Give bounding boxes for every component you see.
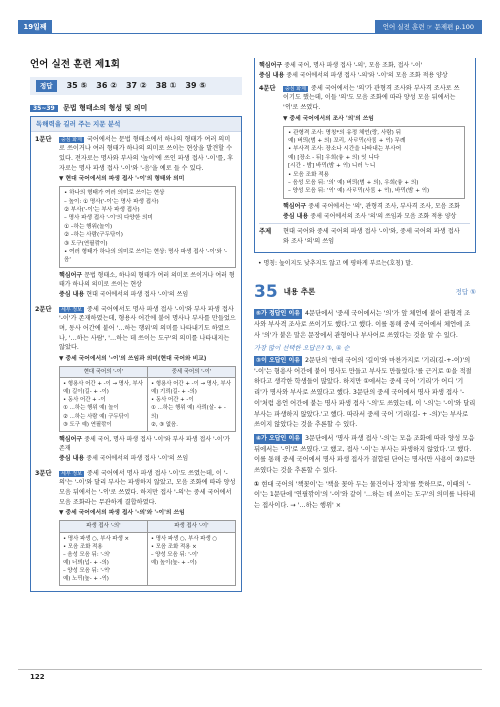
- list-line: ③ 도구 예) 연필깎이: [63, 421, 112, 428]
- common-wrong-answers: 가장 많이 선택한 오답은? ③, ④ 순: [254, 345, 350, 353]
- list-line: • 형용사 어간 + -이 → 명사, 부사 예) 기릐(길- + -의): [151, 381, 231, 396]
- answer-number: 35: [66, 80, 81, 90]
- main-idea: 중심 내용 중세 국어에서의 조사 '의'의 쓰임과 모음 조화 적용 양상: [283, 212, 457, 220]
- list-line: 예) 노ᄑᆡ(높- + -ᄋᆡ): [63, 576, 109, 583]
- table-header: 파생 접사 '-이': [147, 521, 235, 532]
- explanation-wrong-4: ④가 오답인 이유 3문단에서 '명사 파생 접사 '-의'는 모음 조화에 따라 양성 모음 뒤에서는 '-ᄋᆡ'로 쓰였다.'고 했고, 접사 '-이'는 부사는 파생하지 않았다.'고 했다. 이를 통해 중세 국어에서 명사 파생 접사가 결합된 단어는 명사(만 사용이 ②)로만 쓰였다는 것을 추론할 수 있다.: [254, 434, 476, 475]
- summary-heading: ▼ 중세 국어에서의 '-이'의 쓰임과 의미(현대 국어와 비교): [59, 355, 207, 362]
- paragraph-label: 1문단: [35, 135, 52, 143]
- explanation-wrong-3: ③이 오답인 이유 2문단의 '현대 국어의 '길이'와 마찬가지로 '기리(길-+-이)'의 '-이'는 형용사 어간에 붙어 명사도 만들고 부사도 만들었다.'를 근거로 ①을 적절하다고 생각한 학생들이 많았다. 하지만 ①에서는 중세 국어 '기리'가 어디 '기리'가 명사와 부사로 쓰였다고 했다. 3문단의 중세 국어에서 명사 파생 접사 '-이'처럼 용언 어간에 붙는 명사 파생 접사 '-의'도 쓰였는데, 이 '-의'는 '-이'와 달리 부사는 파생하지 않았다.'고 했다. 따라서 중세 국어 '기리(길- + -의)'는 부사로 쓰이지 않았다는 것을 추론할 수 있다.: [254, 356, 476, 429]
- comparison-table: [59, 366, 236, 432]
- list-line: • 모음 조화 적용 ×: [150, 543, 197, 550]
- paragraph-4: [259, 81, 470, 224]
- explanation-choice-1: ① 현대 국어의 '책꽂이'는 '책을 꽂아 두는 물건이나 장치'를 뜻하므로, 이때의 '-이'는 1문단에 '연필깎이'의 '-이'와 같이 '…하는 데 쓰이는 도구'의 의미를 나타내는 접사이다. → '…하는 행위' ×: [254, 480, 476, 510]
- paragraph-text: 중세 국어에서도 명사 파생 접사 '-이'와 부사 파생 접사 '-이'가 존재하였는데, 형용사 어간에 붙어 명사나 부사를 만들었으며, 동사 어간에 붙어 '…하는 행위'의 의미를 나타내기도 하였으나, '…하는 사람', '…하는 데 쓰이는 도구'의 의미를 나타내지는 않았다.: [59, 305, 236, 352]
- answer-number: 36: [96, 80, 111, 90]
- paragraph-text: 중세 국어에서 명사 파생 접사 '-이'도 쓰였는데, 이 '-의'는 '-이'와 달리 부사는 파생하지 않았고, 모음 조화에 따라 양성 모음 뒤에서는 '-ᄋᆡ'로 쓰였다. 하지만 접사 '-의'는 중세 국어에서 모음 조화라는 무관하게 결합하였다.: [59, 469, 236, 506]
- paragraph-tag: 중심 화제: [285, 85, 306, 92]
- page-title: 언어 실전 훈련 제1회: [30, 59, 120, 70]
- theme-label: 주제: [259, 228, 272, 236]
- list-line: • 형용사 어간 + -이 → 명사, 부사 예) 길이(길- + -이): [63, 381, 143, 396]
- list-line: • 명사 파생 ○, 부사 파생 ×: [63, 535, 130, 542]
- list-line: – 양성 모음 뒤: '-ᄋᆡ': [63, 568, 111, 575]
- comparison-table: [59, 520, 236, 586]
- answer-choice: ⑤: [80, 80, 88, 90]
- list-line: – 음성 모음 뒤: '-의': [63, 551, 111, 558]
- summary-heading: ▼ 현대 국어에서의 파생 접사 '-이'의 형태와 의미: [59, 176, 185, 183]
- answer-number: 39: [185, 80, 200, 90]
- question-type: 내용 추론: [283, 287, 316, 297]
- answer-choice: ①: [169, 80, 177, 90]
- paragraph-text: 중세 국어에서는 '의'가 관형격 조사와 부사격 조사로 쓰이기도 했는데, 이들 '의'도 모음 조화에 따라 양성 모음 뒤에서는 'ᄋᆡ'로 쓰였다.: [283, 84, 460, 111]
- page-number: 122: [30, 673, 45, 681]
- question-topic: 문법 형태소의 형성 및 의미: [63, 103, 148, 112]
- answer-choice: ⑤: [199, 80, 207, 90]
- question-range: 35~39: [30, 105, 58, 112]
- list-line: • 하나의 형태가 여러 의미로 쓰이는 현상: [64, 190, 165, 197]
- list-line: • 여러 형태가 하나의 의미로 쓰이는 현상: 명사 파생 접사 '-이'와 '-음': [64, 248, 228, 264]
- question-35-header: [254, 279, 476, 305]
- list-line: • 동사 어간 + -이: [63, 397, 106, 404]
- list-line: 예) 버믜(범 + 의) 꼬리, 사ᄅᆞᄆᆡ(사ᄅᆞᆷ + ᄋᆡ) 무례: [288, 137, 406, 144]
- list-line: ②, ③ 없음.: [151, 421, 178, 428]
- passage-analysis-continued: [254, 58, 476, 253]
- paragraph-3: [31, 466, 241, 592]
- paragraph-label: 4문단: [259, 84, 276, 92]
- passage-analysis: [30, 116, 242, 593]
- list-line: ③ 도구(연필깎이): [64, 240, 108, 247]
- section-label: 언어 실전 훈련 ☞ 문제편 p.100: [375, 20, 482, 34]
- summary-box: [59, 186, 236, 268]
- main-idea: 중심 내용 중세 국어에서의 파생 접사 '-이'의 쓰임: [59, 455, 189, 463]
- paragraph-tag: 세부 정보: [61, 306, 82, 313]
- answer-item: [67, 81, 88, 90]
- answer-number: 38: [155, 80, 170, 90]
- main-idea: 중심 내용 현대 국어에서의 파생 접사 '-이'의 쓰임: [59, 291, 189, 299]
- paragraph-1: [31, 132, 241, 302]
- list-line: – 명사 파생 접사 '-이'의 다양한 의미: [64, 215, 153, 222]
- list-line: • 명사 파생 ○, 부사 파생 ○: [150, 535, 218, 542]
- question-number: 35: [254, 281, 278, 302]
- paragraph-label: 2문단: [35, 305, 52, 313]
- answer-item: [96, 81, 117, 90]
- paragraph-label: 3문단: [35, 469, 52, 477]
- list-line: ① –하는 행위(놀이): [64, 223, 113, 230]
- list-line: – 양성 모음 뒤: '-이': [150, 551, 199, 558]
- answer-item: [185, 81, 206, 90]
- key-phrase: 핵심어구 중세 국어, 명사 파생 접사 '-이'와 부사 파생 접사 '-이'가 존재: [59, 435, 231, 453]
- list-line: ① …하는 행위 예) 사릐(살- + -의): [151, 405, 226, 420]
- list-line: – 음성 모음 뒤: '의' 예) 버믜(범 + 의), 우희(웋 + 의): [288, 179, 419, 186]
- list-line: ② 부사('-이'는 부사 파생 접사): [64, 206, 140, 213]
- top-bar: [0, 20, 500, 34]
- answer-item: [126, 81, 147, 90]
- list-line: • 관형격 조사: 명칭*의 유정 체언(랑, 사람) 뒤: [288, 129, 402, 136]
- list-line: 예) 높이(높- + -이): [150, 559, 197, 566]
- summary-heading: ▼ 중세 국어에서의 파생 접사 '-의'와 '-이'의 쓰임: [59, 510, 185, 517]
- table-cell: [60, 532, 148, 586]
- list-line: • 모음 조화 적용: [288, 171, 330, 178]
- table-cell: [148, 378, 236, 432]
- explanation-correct: ⑤가 정답인 이유 4문단에서 '중세 국어에서는 '의'가 앞 체언에 붙어 관형격 조사와 부사격 조사로 쓰이기도 했다.'고 했다. 이를 통해 중세 국어에서 체언에 조사 '의'가 붙은 말은 문장에서 관형어나 부사어로 쓰였다는 것을 알 수 있다.: [254, 310, 471, 339]
- list-line: – 양성 모음 뒤: 'ᄋᆡ' 예) 사ᄅᆞᄆᆡ(사ᄅᆞᆷ + ᄋᆡ), 바ᄆᆡ(밤 + ᄋᆡ): [288, 188, 430, 195]
- paragraph-tag: 중심 화제: [61, 136, 82, 143]
- table-header: 중세 국어의 '-이': [148, 366, 236, 377]
- answer-number: 37: [125, 80, 140, 90]
- answer-box: [30, 77, 242, 95]
- answer-choice: ②: [139, 80, 147, 90]
- table-header: 현대 국어의 '-이': [60, 366, 148, 377]
- footer-rule: [18, 669, 482, 670]
- list-line: – 높이: ① 명사('-이'는 명사 파생 접사): [64, 198, 159, 205]
- answer-label: 정답: [36, 80, 57, 92]
- list-line: ② …하는 사람 예) 구두닦이: [63, 413, 130, 420]
- theme-row: [259, 223, 470, 248]
- theme-text: 현대 국어와 중세 국어의 파생 접사 '-이'와, 중세 국어의 파생 접사와 조사 '의'의 쓰임: [283, 228, 460, 245]
- list-line: • 모음 조화 적용: [63, 543, 103, 550]
- answer-list: [67, 80, 216, 92]
- summary-heading: ▼ 중세 국어에서의 조사 '의'의 쓰임: [283, 115, 374, 122]
- left-column: [30, 58, 242, 592]
- list-line: • 부사격 조사: 장소나 시간을 나타내는 부사어: [288, 146, 402, 153]
- list-line: • 동사 어간 + -이: [151, 397, 194, 404]
- answer-choice: ②: [110, 80, 117, 90]
- summary-box: [283, 126, 465, 199]
- key-phrase: 핵심어구 중세 국어에서는 '의', 관형격 조사, 부사격 조사, 모음 조화: [283, 202, 460, 210]
- list-line: 예) 너븨(넙- + -의): [63, 559, 109, 566]
- right-column: [254, 58, 476, 515]
- day-label: 19일째: [18, 20, 52, 34]
- footnote: • 명칭: 높이지도 낮추지도 않고 예 평하게 부르는(호칭) 말.: [258, 260, 413, 268]
- analysis-title: 독해력을 길러 주는 지문 분석: [31, 117, 241, 132]
- key-phrase: 핵심어구 중세 국어, 명사 파생 접사 '-의', 모음 조화, 접사 '-이': [259, 62, 423, 69]
- correct-answer: 정답 ⑤: [455, 287, 476, 296]
- key-phrase: 핵심어구 문법 형태소, 하나의 형태가 여러 의미로 쓰이거나 여러 형태가 하나의 의미로 쓰이는 현상: [59, 271, 235, 288]
- table-cell: [60, 378, 148, 432]
- paragraph-text: 국어에서는 문법 형태소에서 하나의 형태가 여러 의미로 쓰이거나 여러 형태가 하나의 의미로 쓰이는 현상을 발견할 수 있다. 전자로는 명사와 부사의 '높이'에 쓰인 파생 접사 '-이'를, 후자로는 명사 파생 접사 '-이'와 '-음'을 예로 들 수 있다.: [59, 135, 234, 172]
- question-heading: [30, 103, 242, 114]
- paragraph-tag: 세부 정보: [61, 470, 82, 477]
- answer-item: [156, 81, 177, 90]
- main-idea: 중심 내용 중세 국어에서의 파생 접사 '-의'와 '-이'의 모음 조화 적용 양상: [259, 72, 448, 80]
- list-line: ① …하는 행위 예) 놀이: [63, 405, 119, 412]
- table-cell: [147, 532, 235, 586]
- list-line: 예) [장소 - 뒤] 우희(웋 + 의) 잇 니다: [288, 154, 380, 161]
- list-line: ② –하는 사람(구두닦이): [64, 232, 123, 239]
- paragraph-2: [31, 302, 241, 466]
- list-line: [시간 - 밤] 바ᄆᆡ(밤 + ᄋᆡ) 니러 ᄂᆞ니: [288, 163, 376, 170]
- table-header: 파생 접사 '-의': [60, 521, 148, 532]
